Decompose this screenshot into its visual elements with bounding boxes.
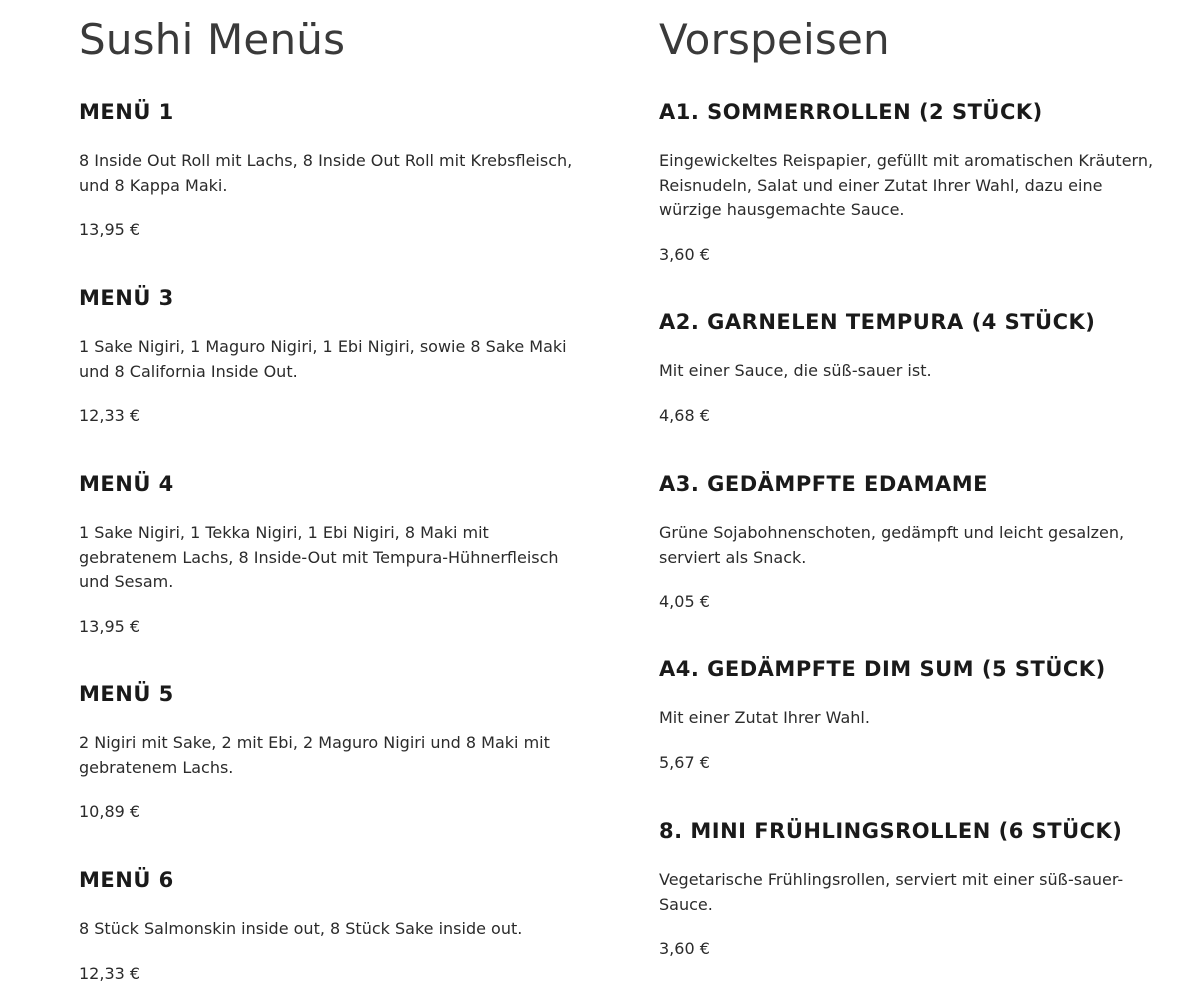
item-price: 12,33 €	[79, 406, 141, 425]
item-description: 2 Nigiri mit Sake, 2 mit Ebi, 2 Maguro Nigiri und 8 Maki mit gebratenem Lachs.	[79, 733, 550, 777]
item-price: 5,67 €	[659, 752, 710, 772]
item-description: 8 Inside Out Roll mit Lachs, 8 Inside Out Roll mit Krebsfleisch, und 8 Kappa Maki.	[79, 151, 573, 195]
item-name: MENÜ 5	[79, 682, 174, 706]
item-name: MENÜ 1	[79, 100, 174, 124]
section-title-sushi-menus: Sushi Menüs	[79, 15, 346, 64]
item-price: 13,95 €	[79, 616, 141, 636]
item-price: 12,33 €	[79, 963, 141, 983]
menu-item-a2	[659, 308, 1159, 428]
item-name: MENÜ 4	[79, 472, 174, 496]
item-name: MENÜ 3	[79, 286, 174, 310]
item-name: A1. SOMMERROLLEN (2 STÜCK)	[659, 100, 1043, 124]
menu-item-menu-1	[79, 98, 579, 242]
menu-item-mini-fruehlingsrollen	[659, 817, 1159, 961]
item-name: 8. MINI FRÜHLINGSROLLEN (6 STÜCK)	[659, 819, 1123, 843]
menu-item-menu-6	[79, 866, 579, 986]
item-price: 4,05 €	[659, 592, 710, 611]
item-description: Eingewickeltes Reispapier, gefüllt mit aromatischen Kräutern, Reisnudeln, Salat und einer Zutat Ihrer Wahl, dazu eine würzige hausgemachte Sauce.	[659, 151, 1154, 219]
item-price: 3,60 €	[659, 939, 710, 958]
item-name: A4. GEDÄMPFTE DIM SUM (5 STÜCK)	[659, 657, 1106, 681]
menu-item-a1	[659, 98, 1159, 267]
item-description: Mit einer Sauce, die süß-sauer ist.	[659, 361, 932, 380]
menu-item-menu-3	[79, 284, 579, 428]
menu-item-a3	[659, 470, 1159, 614]
item-description: Grüne Sojabohnenschoten, gedämpft und leicht gesalzen, serviert als Snack.	[659, 523, 1125, 567]
item-name: MENÜ 6	[79, 868, 174, 892]
item-price: 3,60 €	[659, 244, 710, 264]
item-price: 4,68 €	[659, 405, 710, 425]
menu-item-menu-4	[79, 470, 579, 639]
item-description: Vegetarische Frühlingsrollen, serviert mit einer süß-sauer-Sauce.	[659, 870, 1124, 914]
menu-item-a4	[659, 655, 1159, 775]
section-title-vorspeisen: Vorspeisen	[659, 15, 890, 64]
item-description: 1 Sake Nigiri, 1 Maguro Nigiri, 1 Ebi Nigiri, sowie 8 Sake Maki und 8 California Inside Out.	[79, 337, 567, 381]
item-description: 8 Stück Salmonskin inside out, 8 Stück Sake inside out.	[79, 919, 523, 938]
menu-item-menu-5	[79, 680, 579, 824]
item-price: 10,89 €	[79, 802, 141, 821]
item-name: A3. GEDÄMPFTE EDAMAME	[659, 472, 988, 496]
item-description: Mit einer Zutat Ihrer Wahl.	[659, 708, 870, 727]
item-description: 1 Sake Nigiri, 1 Tekka Nigiri, 1 Ebi Nigiri, 8 Maki mit gebratenem Lachs, 8 Inside-Out mit Tempura-Hühnerfleisch und Sesam.	[79, 523, 559, 591]
item-name: A2. GARNELEN TEMPURA (4 STÜCK)	[659, 310, 1096, 334]
item-price: 13,95 €	[79, 220, 141, 239]
